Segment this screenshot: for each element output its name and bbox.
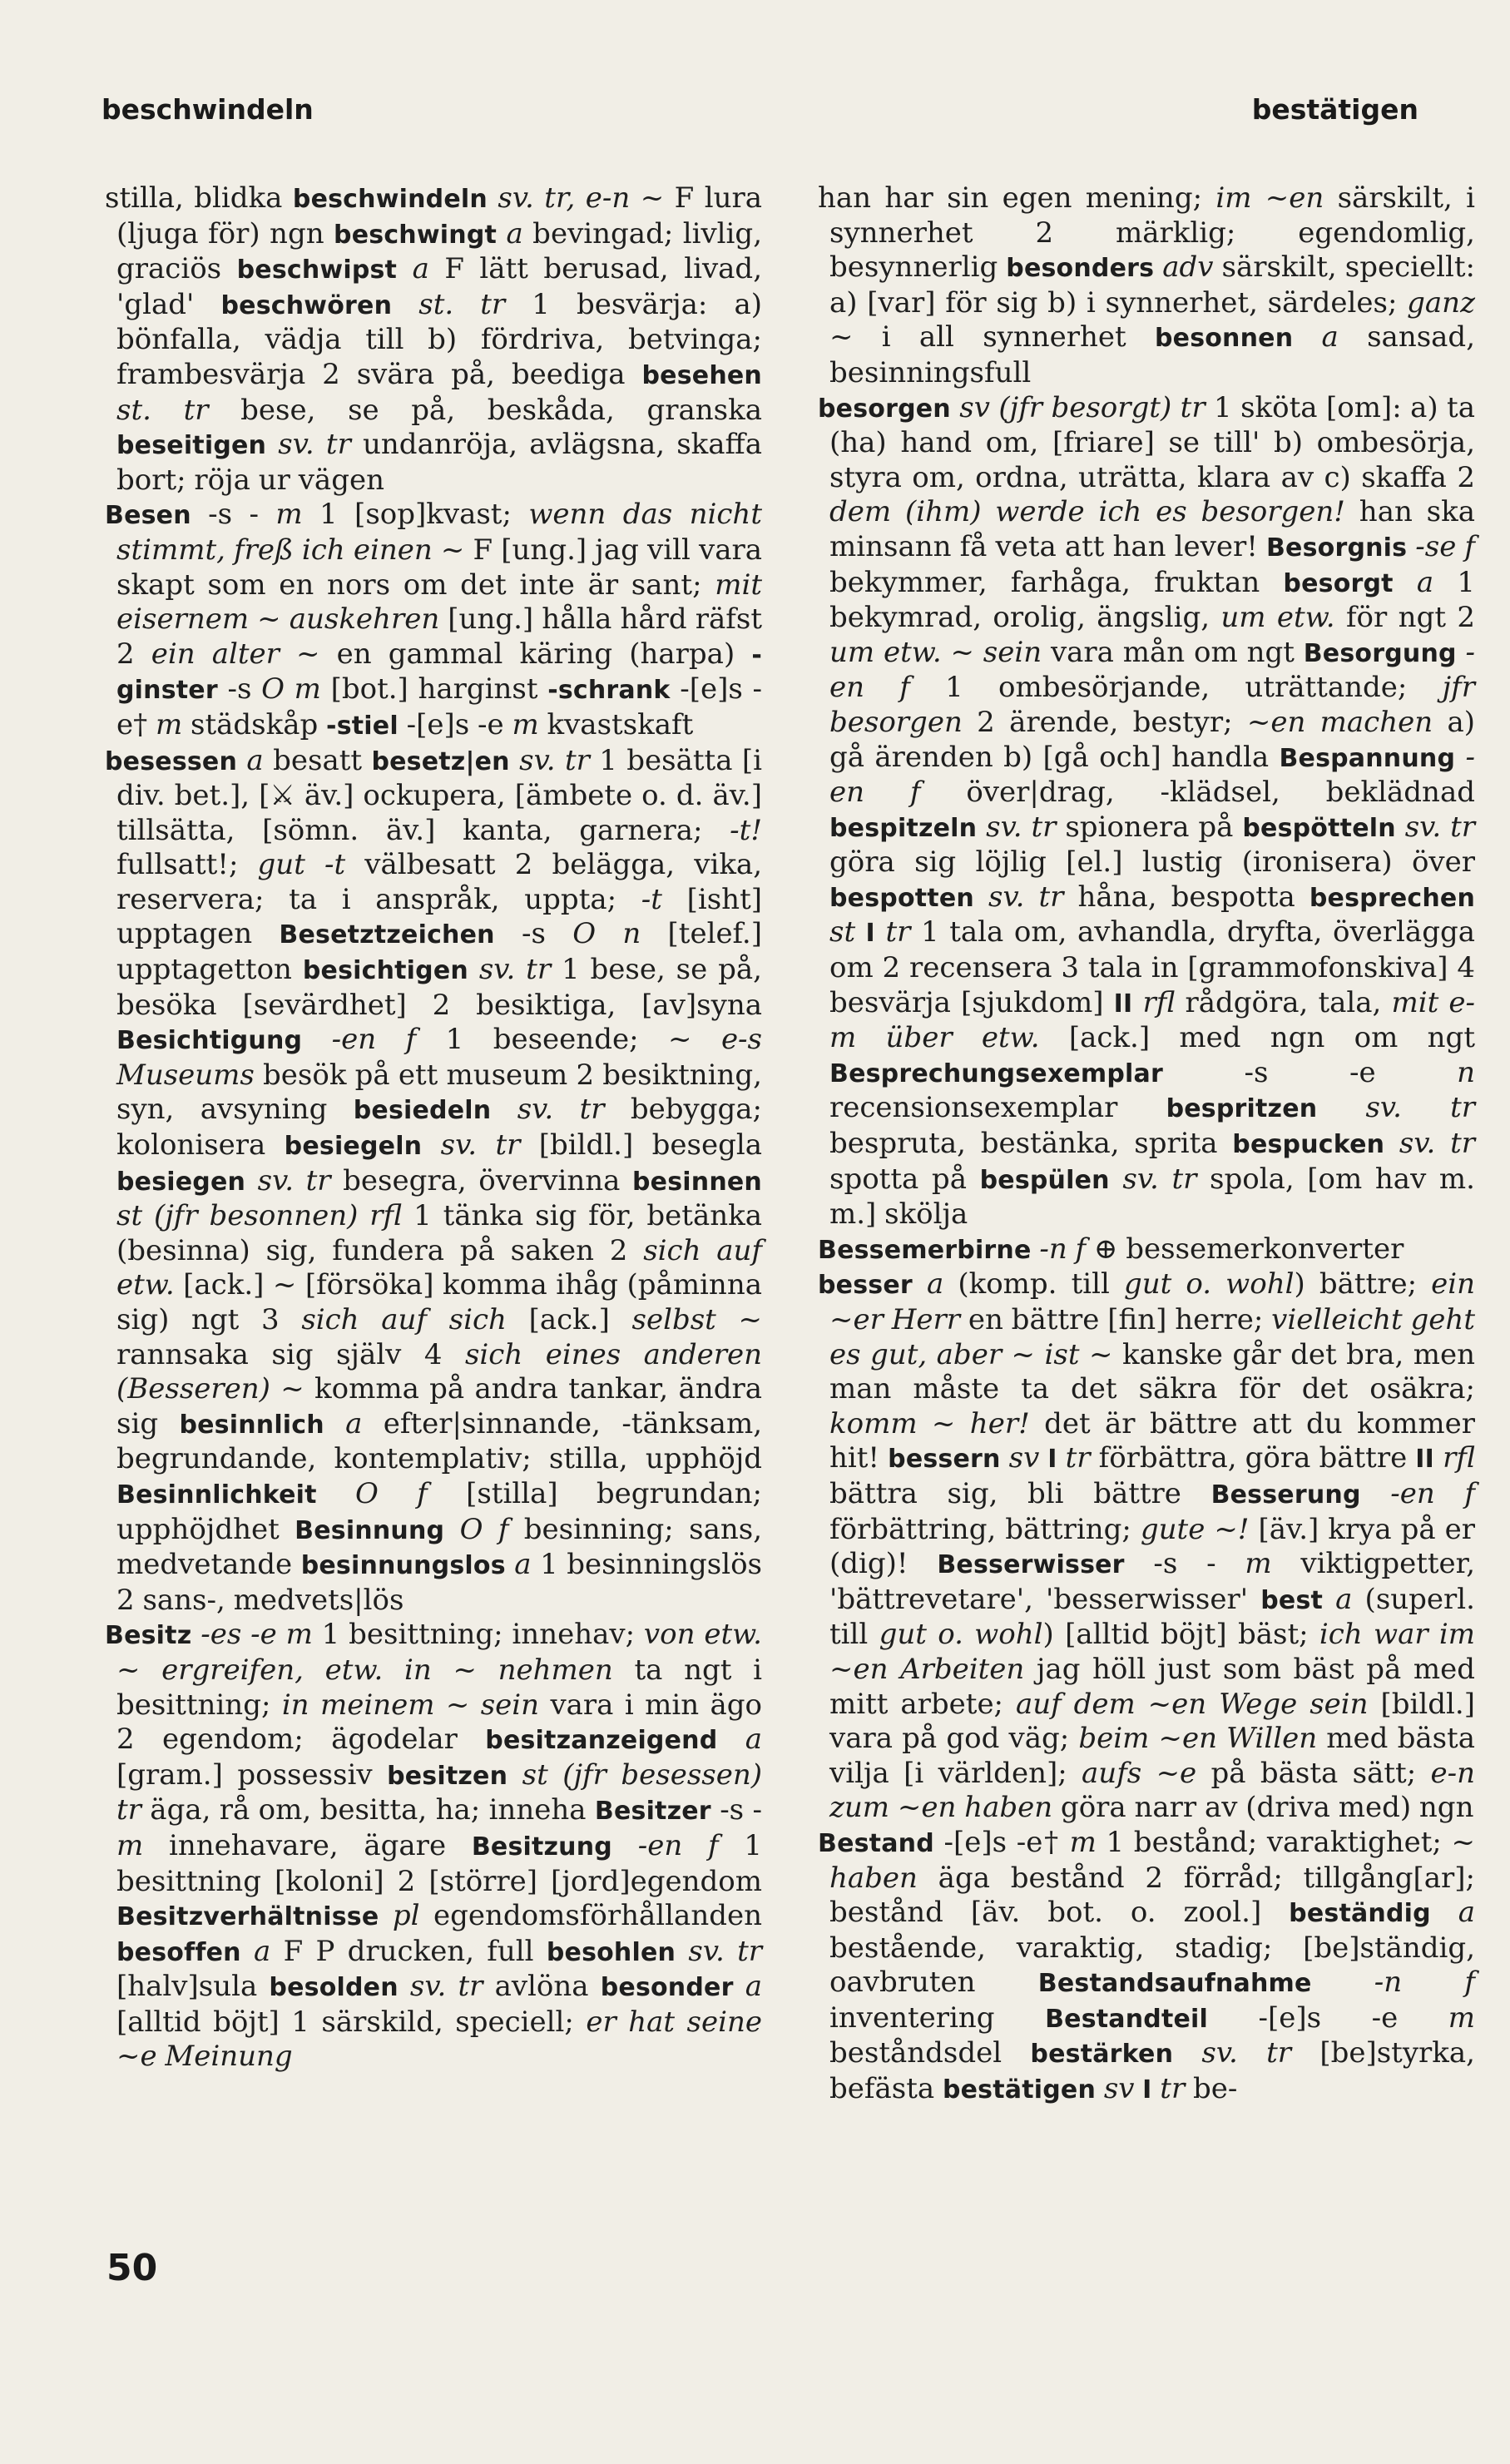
entry-text: bevingad; livlig, graciös [116, 216, 763, 286]
italic-text: n [1457, 1055, 1475, 1089]
entry-text: [telef.] upptagetton [116, 917, 763, 987]
italic-text: sv. tr [266, 428, 351, 462]
headword: beschwingt [334, 220, 498, 250]
headword: Besetztzeichen [279, 920, 495, 950]
headword: bespotten [829, 883, 974, 913]
headword: I [1039, 1445, 1057, 1475]
entry-text: [be]styrka, befästa [829, 2036, 1475, 2106]
headword: Besinnung [295, 1515, 445, 1545]
italic-text: a [717, 1723, 762, 1757]
headword: bestärken [1030, 2040, 1174, 2070]
entry-text: ta ngt i besittning; [116, 1653, 762, 1722]
entry-text: [halv]sula [116, 1970, 270, 2004]
headword: Bestandteil [1045, 2004, 1209, 2034]
headword: -ginster [116, 640, 762, 706]
italic-text: von etw. ~ ergreifen, etw. in ~ nehmen [116, 1618, 762, 1687]
headword: II [1415, 1445, 1435, 1475]
entry-text: 1 besinningslös 2 sans-, medvets|lös [116, 1548, 763, 1617]
entry-text: fullsatt!; [116, 848, 258, 882]
italic-text: um etw. [1220, 601, 1335, 635]
entry-text: 1 ombesörjande, uträttande; [909, 671, 1443, 705]
headword: besitzen [387, 1761, 508, 1791]
italic-text: sv. tr [1173, 2036, 1292, 2070]
italic-text: a [240, 1934, 271, 1968]
entry-text: -[e]s -e† [933, 1825, 1070, 1859]
italic-text: st (jfr besessen) tr [116, 1758, 763, 1827]
headword: Besserung [1210, 1480, 1361, 1510]
entry-text: undanröja, avlägsna, skaffa bort; röja ur vägen [116, 428, 762, 497]
entry-text: 2 ärende, bestyr; [962, 705, 1247, 739]
entry-text: bese, se på, beskåda, granska [208, 393, 762, 427]
italic-text: beim ~en Willen [1078, 1722, 1318, 1756]
italic-text: pl [379, 1899, 420, 1933]
italic-text: er hat seine ~e Meinung [116, 2005, 762, 2074]
italic-text: a [505, 1548, 532, 1582]
entry-text: rannsaka sig själv 4 [116, 1337, 465, 1371]
italic-text: gut o. wohl [879, 1618, 1043, 1652]
entry-text: [bildl.] vara på god väg; [829, 1687, 1475, 1756]
entry-text: avlöna [483, 1970, 601, 2004]
entry-text: F lätt berusad, livad, 'glad' [116, 252, 763, 321]
entry-text: spotta på [829, 1162, 980, 1196]
headword: besorgt [1283, 568, 1394, 598]
headword: besitzanzeigend [485, 1726, 718, 1756]
entry-text: besök på ett museum 2 besiktning, syn, avsyning [116, 1058, 762, 1127]
entry-text: [ack.] med ngn om ngt [1039, 1021, 1475, 1055]
italic-text: ganz ~ [829, 285, 1475, 354]
italic-text: sv. tr [1384, 1127, 1475, 1161]
entry-text: -s - [191, 498, 276, 532]
italic-text: selbst ~ [631, 1303, 762, 1336]
italic-text: e-n zum ~en haben [829, 1756, 1475, 1825]
entry-text: särskilt, speciellt: a) [var] för sig b) i synnerhet, särdeles; [829, 250, 1476, 320]
italic-text: m [116, 1828, 144, 1862]
italic-text: sv. tr [1395, 810, 1475, 844]
entry-text: 1 tänka sig för, betänka (besinna) sig, fundera på saken 2 [116, 1199, 762, 1267]
headword: besetz|en [371, 746, 510, 776]
italic-text: m [1069, 1825, 1097, 1859]
headword: best [1260, 1585, 1324, 1615]
italic-text: sv. tr [977, 810, 1057, 844]
entry-text: [stilla] begrundan; upphöjdhet [116, 1476, 763, 1546]
italic-text: a [912, 1267, 944, 1301]
italic-text: sv. tr [245, 1163, 331, 1197]
headword: Besitzer [594, 1797, 711, 1827]
italic-text: sv. tr [468, 953, 552, 987]
entry-text: vara mån om ngt [1042, 635, 1304, 669]
italic-text: sich auf etw. [116, 1233, 762, 1302]
entry-text: i all synnerhet [853, 320, 1155, 354]
headword: besser [818, 1271, 913, 1301]
italic-text: sv [1096, 2072, 1135, 2106]
italic-text: a [1393, 565, 1434, 599]
entry-text: a) gå ärenden b) [gå och] handla [829, 705, 1475, 774]
entry-text: 1 sköta [om]: a) ta (ha) hand om, [friare] se till' b) ombesörja, styra om, ordna, uträtta, klara av c) skaffa 2 [829, 390, 1475, 494]
headword: besehen [641, 360, 762, 390]
entry-text: bättra sig, bli bättre [829, 1476, 1211, 1510]
entry-text: besegra, övervinna [330, 1163, 632, 1197]
italic-text: gut o. wohl [1123, 1267, 1295, 1301]
entry-text: F [ung.] jag vill vara skapt som en nors om det inte är sant; [116, 533, 762, 602]
entry-text: bespruta, bestänka, sprita [829, 1127, 1233, 1161]
running-head-right: bestätigen [1251, 93, 1418, 126]
headword: Besitzung [471, 1832, 612, 1862]
entry-text: det är bättre att du kommer hit! [829, 1406, 1475, 1475]
italic-text: a [497, 216, 523, 250]
headword: beschwipst [236, 255, 398, 285]
dictionary-entry [818, 1826, 1475, 2108]
entry-text: göra narr av (driva med) ngn [1052, 1791, 1474, 1825]
italic-text: -en f [829, 635, 1476, 705]
dictionary-entry [105, 1618, 762, 2075]
italic-text: a [1323, 1582, 1353, 1616]
italic-text: sv [1000, 1441, 1040, 1475]
entry-text: äga bestånd 2 förråd; tillgång[ar]; bestånd [äv. bot. o. zool.] [829, 1861, 1475, 1930]
italic-text: auf dem ~en Wege sein [1015, 1687, 1369, 1721]
entry-text: för ngt 2 [1334, 601, 1476, 635]
italic-text: sv. tr [1109, 1162, 1197, 1196]
entry-text: -[e]s -e [1208, 2000, 1448, 2035]
entry-text: 1 bestånd; varaktighet; [1096, 1825, 1452, 1859]
entry-text: -[e]s -e [398, 707, 512, 741]
headword: besinnlich [179, 1410, 324, 1440]
dictionary-entry [105, 744, 762, 1619]
entry-text: ) bättre; [1294, 1267, 1432, 1301]
italic-text: mit e-m über etw. [829, 985, 1475, 1055]
dictionary-entry [818, 1232, 1475, 1268]
italic-text: st. tr [116, 393, 209, 427]
headword: Besprechungsexemplar [829, 1058, 1163, 1088]
entry-text: han ska minsann få veta att han lever! [829, 495, 1475, 563]
entry-text: en gammal käring (harpa) [319, 637, 752, 671]
entry-text: komma på andra tankar, ändra sig [116, 1372, 762, 1440]
headword: -stiel [326, 711, 399, 741]
headword: bespitzeln [829, 813, 978, 843]
italic-text: a [1293, 320, 1339, 354]
headword: besinnen [632, 1167, 762, 1197]
entry-text: [ung.] hålla hård räfst 2 [116, 602, 762, 671]
italic-text: wenn das nicht stimmt, freß ich einen ~ [116, 498, 762, 567]
dictionary-entry [818, 181, 1475, 391]
italic-text: sv. tr [398, 1970, 483, 2004]
headword: Besserwisser [937, 1550, 1125, 1580]
italic-text: sv. tr [1317, 1091, 1475, 1125]
italic-text: O f [444, 1512, 509, 1546]
italic-text: a [397, 252, 429, 286]
headword: besonder [600, 1973, 734, 2003]
italic-text: st. tr [392, 287, 506, 321]
entry-text: besatt [263, 743, 372, 777]
entry-text: särskilt, i synnerhet 2 märklig; egendomlig, besynnerlig [829, 181, 1475, 285]
headword: Besinnlichkeit [116, 1480, 317, 1510]
italic-text: -t [641, 882, 662, 916]
entry-text: [gram.] possessiv [116, 1758, 388, 1792]
italic-text: sv. tr, e-n ~ [487, 181, 665, 215]
italic-text: m [512, 707, 539, 741]
entry-text: besinning; sans, medvetande [116, 1512, 763, 1582]
entry-text: [ack.] [506, 1303, 632, 1336]
italic-text: sich auf sich [301, 1303, 507, 1336]
entry-text: [isht] upptagen [116, 882, 762, 951]
entry-text: 1 besittning [koloni] 2 [större] [jord]egendom [116, 1828, 762, 1898]
headword: besorgen [818, 394, 951, 424]
italic-text: ein alter ~ [151, 637, 320, 671]
italic-text: sv. tr [676, 1934, 763, 1968]
italic-text: O m [261, 672, 321, 706]
entry-text: 1 bekymrad, orolig, ängslig, [829, 565, 1475, 635]
italic-text: ~ e-s Museums [116, 1023, 762, 1092]
italic-text: m [275, 498, 303, 532]
entry-text: -s [217, 672, 262, 706]
headword: Besitzverhältnisse [116, 1902, 379, 1932]
italic-text: tr [1151, 2072, 1186, 2106]
headword: besichtigen [302, 956, 468, 986]
entry-text: 1 besittning; innehav; [312, 1618, 644, 1652]
entry-text: jag höll just som bäst på med mitt arbete; [829, 1652, 1475, 1721]
italic-text: mit eisernem ~ auskehren [116, 568, 762, 637]
entry-text: -[e]s -e† [116, 672, 762, 741]
entry-text: han har sin egen mening; [818, 181, 1216, 215]
italic-text: adv [1154, 250, 1214, 285]
italic-text: um etw. ~ sein [829, 635, 1042, 669]
entry-text: bebygga; kolonisera [116, 1093, 763, 1163]
italic-text: O f [316, 1476, 428, 1510]
headword: beschwören [220, 290, 393, 320]
running-head-left: beschwindeln [101, 93, 314, 126]
entry-text: -s [494, 917, 573, 951]
column-left [105, 181, 762, 2075]
italic-text: -se f [1407, 529, 1475, 563]
headword: Bessemerbirne [818, 1235, 1032, 1265]
italic-text: -en f [302, 1023, 417, 1057]
entry-text: en bättre [fin] herre; [959, 1303, 1272, 1336]
headword: II [1113, 989, 1133, 1019]
entry-text: [alltid böjt] 1 särskild, speciell; [116, 2005, 587, 2039]
headword: besoffen [116, 1937, 241, 1967]
italic-text: m [1245, 1547, 1272, 1581]
italic-text: -es -e m [191, 1618, 313, 1652]
italic-text: ein ~er Herr [829, 1267, 1476, 1336]
italic-text: aufs ~e [1082, 1756, 1197, 1790]
headword: Bespannung [1279, 743, 1456, 773]
italic-text: dem (ihm) werde ich es besorgen! [829, 495, 1345, 529]
italic-text: -en f [1360, 1476, 1475, 1510]
entry-text: 1 bese, se på, besöka [sevärdhet] 2 besiktiga, [av]syna [116, 953, 762, 1022]
entry-text: äga, rå om, besitta, ha; inneha [141, 1793, 595, 1827]
entry-text: 1 besätta [i div. bet.], [⚔ äv.] ockupera, [ämbete o. d. äv.] tillsätta, [sömn. äv.] kanta, garnera; [116, 743, 762, 847]
entry-text: med bästa vilja [i världen]; [829, 1722, 1475, 1790]
headword: Besorgung [1303, 638, 1457, 668]
entry-text: stilla, blidka [105, 181, 293, 215]
entry-text: 1 beseende; [416, 1023, 668, 1057]
italic-text: vielleicht geht es gut, aber ~ ist ~ [829, 1303, 1475, 1371]
entry-text: välbesatt 2 belägga, vika, reservera; ta i anspråk, uppta; [116, 848, 763, 916]
headword: I [855, 919, 875, 949]
entry-text: 1 tala om, avhandla, dryfta, överlägga om 2 recensera 3 tala in [grammofonskiva] 4 besvärja [sjukdom] [829, 915, 1475, 1019]
entry-text: rådgöra, tala, [1175, 985, 1392, 1019]
italic-text: sv. tr [422, 1128, 521, 1163]
entry-text: viktigpetter, 'bättrevetare', 'besserwisser' [829, 1547, 1476, 1616]
entry-text: ⊕ bessemerkonverter [1086, 1232, 1404, 1266]
italic-text: st (jfr besonnen) rfl [116, 1199, 403, 1233]
italic-text: sv (jfr besorgt) tr [950, 390, 1206, 424]
entry-text: förbättring, bättring; [829, 1512, 1141, 1546]
entry-text: [bot.] harginst [320, 672, 548, 706]
entry-text: kanske går det bra, men man måste ta det säkra för det osäkra; [829, 1337, 1475, 1406]
italic-text: sv. tr [973, 880, 1064, 914]
italic-text: sv. tr [509, 743, 590, 777]
headword: -schrank [547, 676, 671, 706]
entry-text: förbättra, göra bättre [1090, 1441, 1416, 1475]
italic-text: O n [572, 917, 641, 951]
italic-text: m [1448, 2000, 1475, 2035]
headword: besolden [269, 1973, 399, 2003]
entry-text: egendomsförhållanden [419, 1899, 762, 1933]
italic-text: ich war im ~en Arbeiten [829, 1618, 1476, 1686]
entry-text: F P drucken, full [270, 1934, 547, 1968]
entry-text: F lura (ljuga för) ngn [116, 181, 762, 250]
entry-text: spionera på [1056, 810, 1243, 844]
column-right [818, 181, 1475, 2108]
headword: besohlen [546, 1937, 676, 1967]
page-number: 50 [106, 2247, 158, 2289]
entry-text: sansad, besinningsfull [829, 320, 1476, 389]
italic-text: -n f [1311, 1966, 1475, 2000]
headword: besprechen [1309, 883, 1476, 913]
italic-text: a [1430, 1896, 1476, 1930]
headword: besessen [105, 746, 238, 776]
entry-text: bekymmer, farhåga, fruktan [829, 565, 1284, 599]
entry-text: (superl. till [829, 1582, 1475, 1652]
headword: Besorgnis [1265, 533, 1408, 563]
entry-text: beståndsdel [829, 2036, 1031, 2070]
headword: I [1134, 2075, 1152, 2105]
headword: bespülen [979, 1165, 1110, 1195]
entry-text: 1 besvärja: a) bönfalla, vädja till b) fördriva, betvinga; frambesvärja 2 svära på, beediga [116, 287, 762, 391]
italic-text: -n f [1031, 1232, 1087, 1266]
entry-text: över|drag, -klädsel, beklädnad [920, 776, 1475, 810]
italic-text: rfl [1434, 1441, 1476, 1475]
dictionary-entry [818, 391, 1475, 1232]
entry-text: [bildl.] besegla [520, 1128, 762, 1163]
headword: Besitz [105, 1621, 192, 1651]
italic-text: sich eines anderen (Besseren) ~ [116, 1337, 762, 1406]
italic-text: komm ~ her! [829, 1406, 1030, 1440]
entry-text: efter|sinnande, -tänksam, begrundande, kontemplativ; stilla, upphöjd [116, 1406, 763, 1476]
entry-text: -s - [710, 1793, 762, 1827]
italic-text: tr [874, 915, 911, 949]
italic-text: gut -t [257, 848, 346, 882]
entry-text: -s - [1124, 1547, 1245, 1581]
italic-text: ~en machen [1246, 705, 1433, 739]
headword: besonders [1006, 254, 1155, 284]
italic-text: st [829, 915, 856, 949]
entry-text: på bästa sätt; [1196, 1756, 1431, 1790]
entry-text: (komp. till [943, 1267, 1124, 1301]
entry-text: [äv.] krya på er (dig)! [829, 1512, 1475, 1581]
entry-text: kvastskaft [538, 707, 694, 741]
italic-text: im ~en [1215, 181, 1324, 215]
italic-text: -en f [611, 1828, 719, 1862]
headword: besinnungslos [300, 1551, 506, 1581]
headword: beseitigen [116, 431, 267, 461]
headword: bespucken [1232, 1130, 1385, 1160]
entry-text: be- [1185, 2072, 1238, 2106]
italic-text: -en f [829, 740, 1475, 810]
headword: bespritzen [1166, 1094, 1318, 1124]
entry-text: spola, [om hav m. m.] skölja [829, 1162, 1475, 1232]
italic-text: in meinem ~ sein [281, 1688, 540, 1722]
headword: bestätigen [942, 2075, 1097, 2105]
dictionary-entry [105, 498, 762, 743]
headword: bessern [888, 1445, 1001, 1475]
headword: Bestand [818, 1828, 934, 1858]
entry-text: göra sig löjlig [el.] lustig (ironisera) över [829, 845, 1475, 880]
headword: besiedeln [353, 1096, 492, 1126]
headword: Bestandsaufnahme [1037, 1969, 1312, 1999]
italic-text: a [733, 1970, 763, 2004]
headword: beständig [1289, 1899, 1431, 1929]
italic-text: ~ haben [829, 1825, 1476, 1895]
entry-text: bestående, varaktig, stadig; [be]ständig, oavbruten [829, 1931, 1475, 2000]
entry-text: innehavare, ägare [143, 1828, 472, 1862]
headword: besonnen [1154, 324, 1294, 354]
italic-text: gute ~! [1140, 1512, 1250, 1546]
headword: Besichtigung [116, 1026, 303, 1056]
entry-text: -s -e [1162, 1055, 1458, 1089]
italic-text: rfl [1132, 985, 1176, 1019]
headword: Besen [105, 501, 191, 531]
italic-text: a [237, 743, 264, 777]
italic-text: -t! [730, 813, 762, 847]
entry-text: vara i min ägo 2 egendom; ägodelar [116, 1688, 762, 1757]
italic-text: tr [1057, 1441, 1091, 1475]
italic-text: jfr besorgen [829, 671, 1475, 739]
italic-text: m [155, 707, 183, 741]
italic-text: a [324, 1406, 363, 1440]
headword: besiegen [116, 1167, 246, 1197]
italic-text: sv. tr [491, 1093, 605, 1127]
entry-text: städskåp [182, 707, 327, 741]
dictionary-entry [818, 1267, 1475, 1826]
headword: beschwindeln [292, 185, 488, 214]
entry-text: ) [alltid böjt] bäst; [1042, 1618, 1319, 1652]
headword: besiegeln [284, 1132, 423, 1162]
headword: bespötteln [1242, 813, 1396, 843]
entry-text: [ack.] ~ [försöka] komma ihåg (påminna sig) ngt 3 [116, 1268, 762, 1336]
entry-text: 1 [sop]kvast; [302, 498, 529, 532]
entry-text: inventering [829, 2000, 1046, 2035]
entry-text: recensionsexemplar [829, 1091, 1166, 1125]
dictionary-entry [105, 181, 762, 498]
entry-text: håna, bespotta [1063, 880, 1309, 914]
